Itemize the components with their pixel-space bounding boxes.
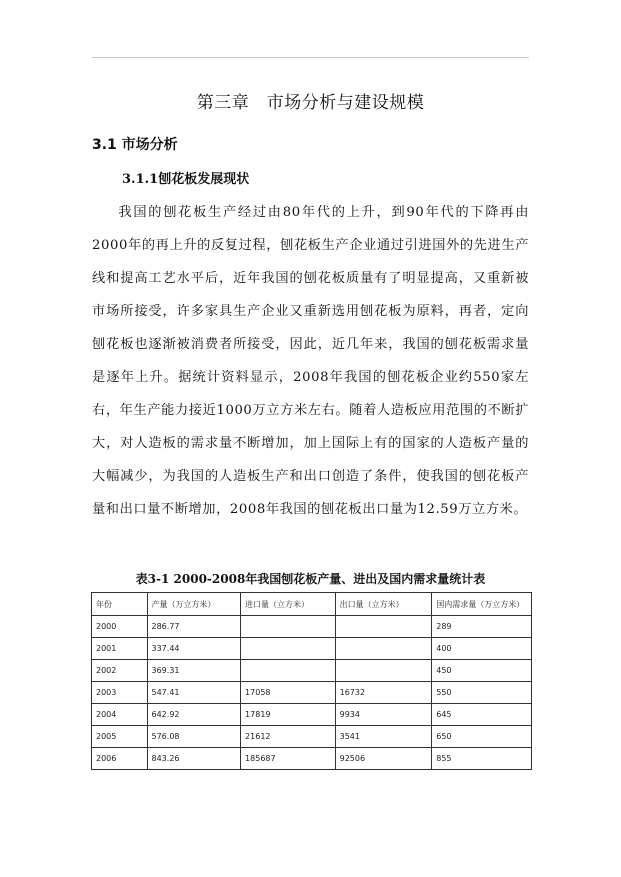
chapter-title: 第三章 市场分析与建设规模 <box>196 93 425 113</box>
cell-import: 17819 <box>241 704 336 726</box>
cell-output: 337.44 <box>147 638 241 660</box>
cell-export <box>335 660 432 682</box>
cell-demand: 650 <box>432 726 532 748</box>
table-row <box>92 616 532 638</box>
cell-demand: 550 <box>432 682 532 704</box>
table-row <box>92 726 532 748</box>
table-row <box>92 748 532 770</box>
header-output: 产量（万立方米） <box>147 593 241 616</box>
cell-year: 2006 <box>92 748 148 770</box>
header-rule <box>92 57 529 58</box>
cell-year: 2002 <box>92 660 148 682</box>
cell-export: 16732 <box>335 682 432 704</box>
table-row <box>92 704 532 726</box>
cell-export <box>335 616 432 638</box>
cell-import <box>241 638 336 660</box>
cell-export: 92506 <box>335 748 432 770</box>
cell-export: 9934 <box>335 704 432 726</box>
header-year: 年份 <box>92 593 148 616</box>
header-export: 出口量（立方米） <box>335 593 432 616</box>
cell-year: 2001 <box>92 638 148 660</box>
cell-import <box>241 616 336 638</box>
header-domestic-demand: 国内需求量（万立方米） <box>432 593 532 616</box>
cell-import: 21612 <box>241 726 336 748</box>
cell-output: 843.26 <box>147 748 241 770</box>
cell-import <box>241 660 336 682</box>
cell-year: 2000 <box>92 616 148 638</box>
body-paragraph: 我国的刨花板生产经过由80年代的上升，到90年代的下降再由2000年的再上升的反复过程，刨花板生产企业通过引进国外的先进生产线和提高工艺水平后，近年我国的刨花板质量有了明显提高，又重新被市场所接受，许多家具生产企业又重新选用刨花板为原料，再者，定向刨花板也逐渐被消费者所接受，因此，近几年来，我国的刨花板需求量是逐年上升。据统计资料显示，2008年我国的刨花板企业约550家左右，年生产能力接近1000万立方米左右。随着人造板应用范围的不断扩大，对人造板的需求量不断增加，加上国际上有的国家的人造板产量的大幅减少，为我国的人造板生产和出口创造了条件，使我国的刨花板产量和出口量不断增加，2008年我国的刨花板出口量为12.59万立方米。 <box>92 205 529 517</box>
table-caption: 表3-1 2000-2008年我国刨花板产量、进出及国内需求量统计表 <box>135 572 486 586</box>
cell-output: 369.31 <box>147 660 241 682</box>
statistics-table <box>91 592 532 770</box>
cell-demand: 450 <box>432 660 532 682</box>
cell-year: 2003 <box>92 682 148 704</box>
table-row <box>92 638 532 660</box>
cell-export <box>335 638 432 660</box>
cell-output: 642.92 <box>147 704 241 726</box>
cell-demand: 855 <box>432 748 532 770</box>
table-header-row <box>92 593 532 616</box>
cell-import: 185687 <box>241 748 336 770</box>
cell-export: 3541 <box>335 726 432 748</box>
cell-demand: 400 <box>432 638 532 660</box>
table-row <box>92 682 532 704</box>
cell-year: 2005 <box>92 726 148 748</box>
cell-output: 547.41 <box>147 682 241 704</box>
cell-output: 576.08 <box>147 726 241 748</box>
cell-year: 2004 <box>92 704 148 726</box>
section-title: 3.1 市场分析 <box>92 137 178 153</box>
cell-demand: 289 <box>432 616 532 638</box>
cell-demand: 645 <box>432 704 532 726</box>
cell-import: 17058 <box>241 682 336 704</box>
subsection-title: 3.1.1刨花板发展现状 <box>122 172 250 187</box>
table-row <box>92 660 532 682</box>
header-import: 进口量（立方米） <box>241 593 336 616</box>
cell-output: 286.77 <box>147 616 241 638</box>
